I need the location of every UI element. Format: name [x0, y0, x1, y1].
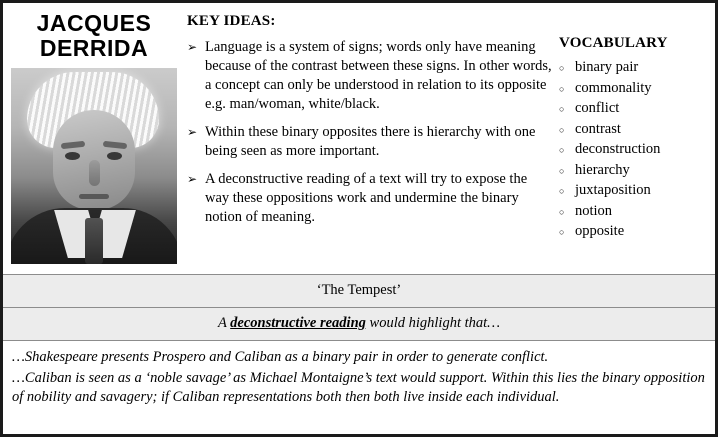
passage-line: …Shakespeare presents Prospero and Caliban as a binary pair in order to generate conflict. — [12, 349, 549, 365]
list-item — [559, 79, 707, 100]
vocabulary-panel — [559, 9, 707, 270]
vocabulary-term: contrast — [575, 120, 621, 137]
reading-prefix: A — [217, 315, 231, 331]
vocabulary-list — [559, 58, 707, 243]
portrait-mouth — [79, 194, 109, 199]
person-name-line2: DERRIDA — [39, 35, 149, 62]
person-panel — [11, 9, 183, 270]
key-ideas-heading: KEY IDEAS: — [187, 13, 276, 29]
vocabulary-term: conflict — [575, 100, 620, 116]
list-item — [559, 58, 707, 79]
vocabulary-term: juxtaposition — [575, 182, 651, 198]
list-item — [559, 140, 707, 161]
vocabulary-term: hierarchy — [575, 161, 630, 178]
text-title: ‘The Tempest’ — [316, 282, 402, 298]
passage-line: …Caliban is seen as a ‘noble savage’ as Michael Montaigne’s text would support. Within this lies the binary opposition of nobility and savagery; if Caliban representations both then both live inside each individual. — [12, 369, 705, 405]
vocabulary-heading: VOCABULARY — [559, 35, 668, 51]
key-idea-text: Language is a system of signs; words only have meaning because of the contrast between these signs. In other words, a concept can only be understood in relation to its opposite e.g. man/woman, white/black. — [205, 39, 552, 112]
circle-bullet-icon: ○ — [559, 165, 565, 176]
list-item — [559, 222, 707, 243]
list-item — [559, 161, 707, 182]
list-item — [559, 120, 707, 141]
reading-suffix: would highlight that… — [365, 315, 501, 331]
circle-bullet-icon: ○ — [559, 63, 565, 73]
circle-bullet-icon: ○ — [559, 124, 565, 135]
reading-emphasis: deconstructive reading — [230, 315, 366, 331]
portrait-eye-right — [107, 152, 122, 160]
key-ideas-panel — [183, 9, 559, 270]
arrow-bullet-icon: ➢ — [187, 172, 198, 186]
circle-bullet-icon: ○ — [559, 206, 565, 217]
list-item — [559, 99, 707, 120]
circle-bullet-icon: ○ — [559, 186, 565, 196]
portrait-nose — [89, 160, 100, 186]
person-name-line1: JACQUES — [36, 10, 152, 36]
vocabulary-term: binary pair — [575, 59, 639, 75]
vocabulary-term: opposite — [575, 223, 625, 239]
vocabulary-term: deconstruction — [575, 141, 661, 157]
circle-bullet-icon: ○ — [559, 83, 565, 94]
list-item — [559, 202, 707, 223]
passage-panel — [3, 341, 715, 415]
key-idea-item — [187, 123, 553, 161]
circle-bullet-icon: ○ — [559, 104, 565, 114]
key-idea-item — [187, 38, 553, 114]
arrow-bullet-icon: ➢ — [187, 40, 198, 54]
vocabulary-term: commonality — [575, 79, 652, 96]
top-section — [3, 3, 715, 274]
circle-bullet-icon: ○ — [559, 145, 565, 155]
key-idea-text: A deconstructive reading of a text will try to expose the way these oppositions work and undermine the binary notion of meaning. — [205, 171, 528, 225]
key-idea-item — [187, 170, 553, 227]
portrait-photo — [11, 68, 177, 264]
key-idea-text: Within these binary opposites there is hierarchy with one being seen as more important. — [205, 124, 536, 159]
portrait-eye-left — [65, 152, 80, 160]
circle-bullet-icon: ○ — [559, 227, 565, 237]
page-title — [37, 11, 152, 62]
vocabulary-term: notion — [575, 202, 613, 219]
portrait-tie — [85, 218, 103, 264]
arrow-bullet-icon: ➢ — [187, 125, 198, 139]
text-title-banner — [3, 274, 715, 308]
portrait-image — [11, 68, 177, 264]
reading-statement-banner — [3, 308, 715, 341]
list-item — [559, 181, 707, 202]
